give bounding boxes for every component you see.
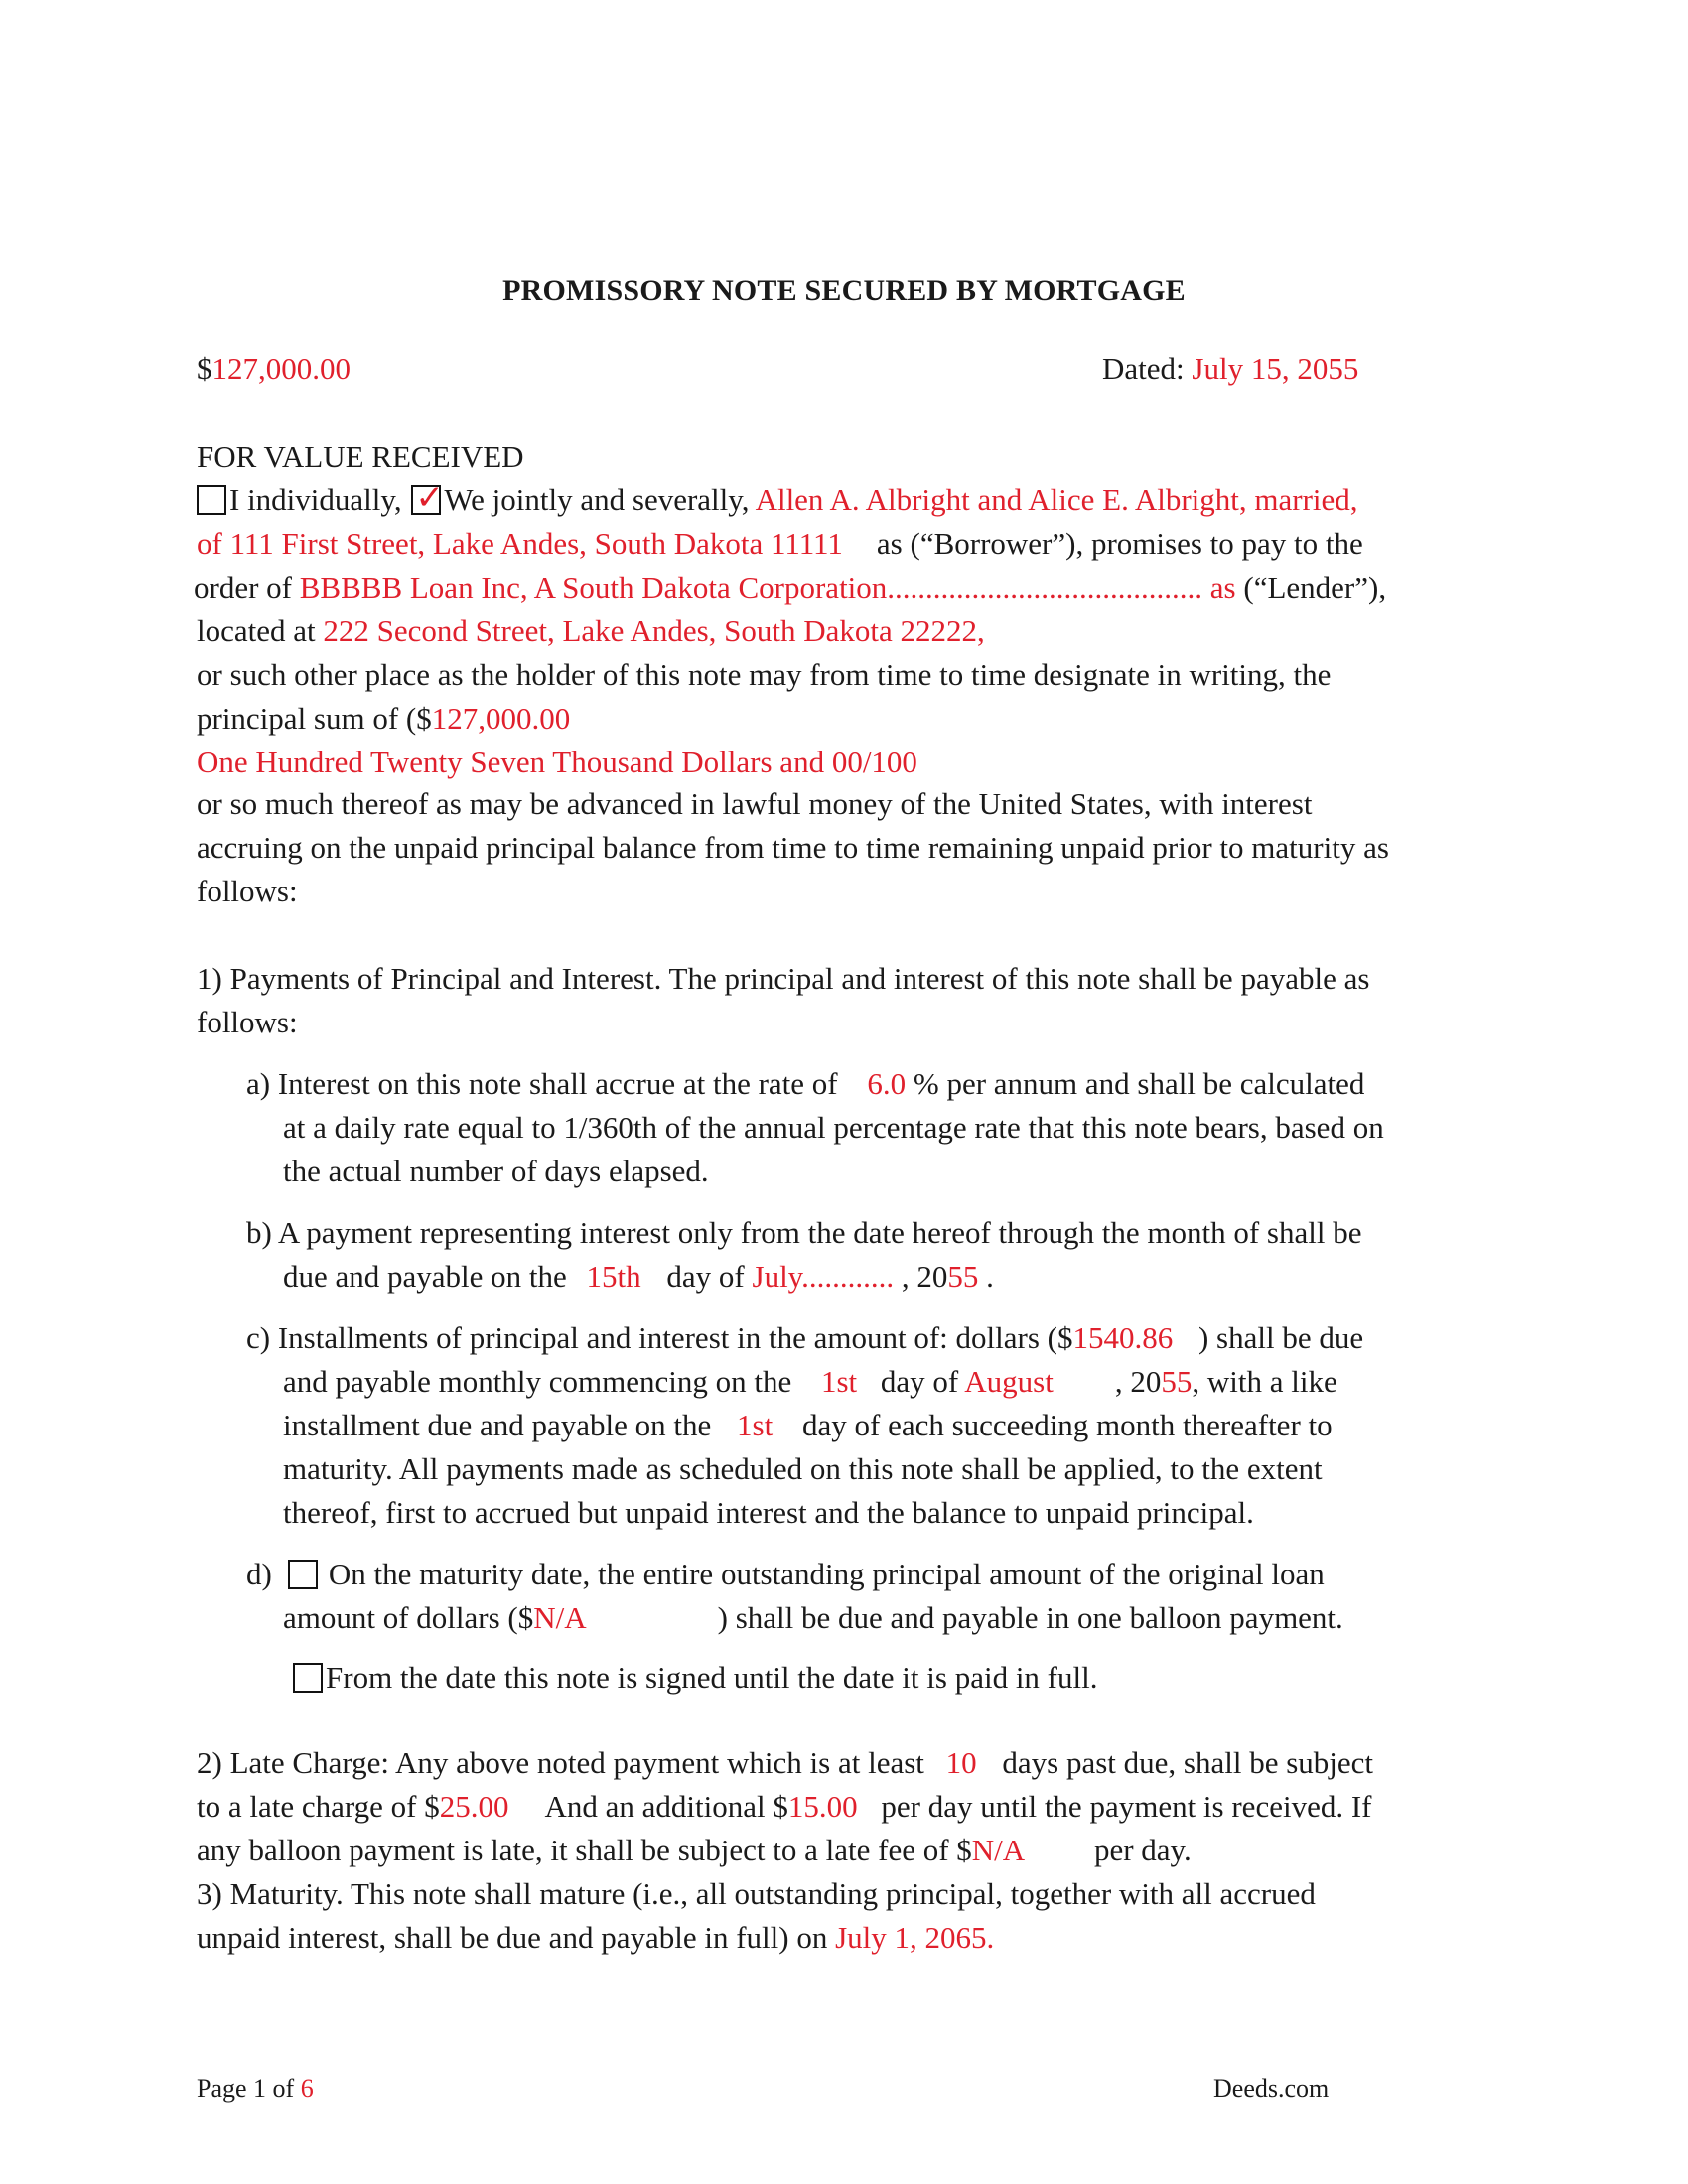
clause-c2-pre: and payable monthly commencing on the <box>283 1364 799 1399</box>
individually-label: I individually, <box>229 482 402 517</box>
late-charge2-post: per day until the payment is received. If <box>873 1789 1372 1824</box>
interest-rate: 6.0 <box>867 1066 907 1101</box>
clause-b-line1: b) A payment representing interest only from the date hereof through the month of shall be <box>246 1215 1362 1250</box>
clause-c2-mid: day of <box>873 1364 965 1399</box>
jointly-label: We jointly and severally, <box>444 482 750 517</box>
site-name: Deeds.com <box>1213 2074 1330 2103</box>
checkmark-icon: ✓ <box>415 478 444 518</box>
section1-heading-2: follows: <box>197 1005 298 1039</box>
principal-sum-label: principal sum of ($ <box>197 701 432 736</box>
page-total: 6 <box>300 2074 314 2103</box>
interest-only-month: July............ <box>752 1259 895 1294</box>
clause-a-line3: the actual number of days elapsed. <box>283 1154 709 1188</box>
interest-only-day: 15th <box>586 1259 641 1294</box>
amount-in-words: One Hundred Twenty Seven Thousand Dollars and 00/100 <box>197 745 917 779</box>
page-label: Page 1 of <box>197 2074 301 2103</box>
late-charge-post: days past due, shall be subject <box>994 1745 1374 1780</box>
late-daily-amount: 15.00 <box>787 1789 858 1824</box>
note-amount-value: 127,000.00 <box>211 351 351 386</box>
late-charge-line1 <box>197 1743 1373 1783</box>
clause-c3-post: day of each succeeding month thereafter to <box>794 1408 1333 1442</box>
clause-d2-post: ) shall be due and payable in one balloon payment. <box>717 1600 1343 1635</box>
clause-d-line2 <box>283 1598 1343 1638</box>
late-charge-amount: 25.00 <box>439 1789 509 1824</box>
succeeding-day: 1st <box>737 1408 774 1442</box>
clause-c-line2 <box>283 1362 1337 1402</box>
document-title: PROMISSORY NOTE SECURED BY MORTGAGE <box>502 274 1186 307</box>
clause-d2-pre: amount of dollars ($ <box>283 1600 534 1635</box>
installment-amount: 1540.86 <box>1072 1320 1174 1355</box>
interest-only-year: 55 <box>947 1259 979 1294</box>
borrower-address-line <box>197 524 1363 564</box>
individually-checkbox[interactable] <box>197 485 226 515</box>
clause-a-post: % per annum and shall be calculated <box>906 1066 1365 1101</box>
clause-a-line1 <box>246 1064 1364 1104</box>
clause-b-line2 <box>283 1257 994 1297</box>
signed-until-paid-checkbox[interactable] <box>293 1663 323 1693</box>
section1-heading-1: 1) Payments of Principal and Interest. The principal and interest of this note shall be payable as <box>197 961 1370 996</box>
maturity-line1: 3) Maturity. This note shall mature (i.e., all outstanding principal, together with all accrued <box>197 1876 1316 1911</box>
as-borrower-text: as (“Borrower”), promises to pay to the <box>876 526 1363 561</box>
balloon-late-fee: N/A <box>971 1833 1026 1867</box>
late-charge-pre: 2) Late Charge: Any above noted payment which is at least <box>197 1745 932 1780</box>
clause-d-line3 <box>293 1658 1097 1698</box>
clause-a-pre: a) Interest on this note shall accrue at the rate of <box>246 1066 846 1101</box>
lender-line <box>194 568 1386 608</box>
lender-address-line <box>197 612 985 651</box>
borrower-type-line <box>197 480 1358 520</box>
late-days: 10 <box>945 1745 977 1780</box>
late-charge2-mid: And an additional $ <box>538 1789 788 1824</box>
clause-d-label: d) <box>246 1557 272 1591</box>
lender-address: 222 Second Street, Lake Andes, South Dakota 22222, <box>323 614 985 648</box>
clause-b-end: . <box>978 1259 994 1294</box>
commencing-year: 55 <box>1161 1364 1193 1399</box>
as-lender-text: (“Lender”), <box>1235 570 1387 605</box>
clause-c2-year-prefix: , 20 <box>1114 1364 1162 1399</box>
located-at-label: located at <box>197 614 324 648</box>
clause-c-pre: c) Installments of principal and interest in the amount of: dollars ($ <box>246 1320 1073 1355</box>
late-charge3-post: per day. <box>1086 1833 1192 1867</box>
late-charge-line2 <box>197 1787 1371 1827</box>
maturity-line2 <box>197 1918 994 1958</box>
note-amount <box>197 349 351 389</box>
page-number <box>197 2069 314 2109</box>
clause-c3-pre: installment due and payable on the <box>283 1408 720 1442</box>
commencing-month: August <box>964 1364 1054 1399</box>
clause-c-line4: maturity. All payments made as scheduled on this note shall be applied, to the extent <box>283 1451 1323 1486</box>
for-value-received: FOR VALUE RECEIVED <box>197 439 524 474</box>
clause-d-line1 <box>246 1555 1325 1594</box>
clause-d-text: On the maturity date, the entire outstanding principal amount of the original loan <box>328 1557 1325 1591</box>
dated-label: Dated: <box>1102 351 1193 386</box>
borrower-names: Allen A. Albright and Alice E. Albright, married, <box>755 482 1358 517</box>
other-place-text: or such other place as the holder of this note may from time to time designate in writing, the <box>197 657 1332 692</box>
maturity-date: July 1, 2065. <box>835 1920 995 1955</box>
clause-b-mid: day of <box>658 1259 753 1294</box>
principal-amount: 127,000.00 <box>431 701 571 736</box>
balloon-checkbox[interactable] <box>288 1560 318 1589</box>
currency-symbol: $ <box>197 351 212 386</box>
clause-c-line1 <box>246 1318 1363 1358</box>
maturity-pre: unpaid interest, shall be due and payable in full) on <box>197 1920 836 1955</box>
commencing-day: 1st <box>820 1364 858 1399</box>
clause-c2-post: , with a like <box>1192 1364 1337 1399</box>
dated-field <box>1102 349 1358 389</box>
clause-a-line2: at a daily rate equal to 1/360th of the annual percentage rate that this note bears, based on <box>283 1110 1384 1145</box>
clause-c-post: ) shall be due <box>1191 1320 1364 1355</box>
clause-c-line3 <box>283 1406 1333 1445</box>
late-charge3-pre: any balloon payment is late, it shall be subject to a late fee of $ <box>197 1833 972 1867</box>
lender-name: BBBBB Loan Inc, A South Dakota Corporation......................................... as <box>299 570 1236 605</box>
dated-value: July 15, 2055 <box>1192 351 1359 386</box>
clause-b-year-prefix: , 20 <box>894 1259 948 1294</box>
borrower-address: of 111 First Street, Lake Andes, South Dakota 11111 <box>197 526 843 561</box>
lawful-money-text-3: follows: <box>197 874 298 908</box>
late-charge2-pre: to a late charge of $ <box>197 1789 440 1824</box>
lawful-money-text-1: or so much thereof as may be advanced in lawful money of the United States, with interest <box>197 786 1313 821</box>
principal-sum-line <box>197 699 570 739</box>
clause-c-line5: thereof, first to accrued but unpaid interest and the balance to unpaid principal. <box>283 1495 1254 1530</box>
clause-d3-text: From the date this note is signed until the date it is paid in full. <box>326 1660 1098 1695</box>
order-of-label: order of <box>194 570 300 605</box>
lawful-money-text-2: accruing on the unpaid principal balance from time to time remaining unpaid prior to maturity as <box>197 830 1389 865</box>
late-charge-line3 <box>197 1831 1192 1870</box>
clause-b-pre: due and payable on the <box>283 1259 575 1294</box>
balloon-amount: N/A <box>533 1600 587 1635</box>
jointly-checkbox[interactable] <box>411 478 444 518</box>
